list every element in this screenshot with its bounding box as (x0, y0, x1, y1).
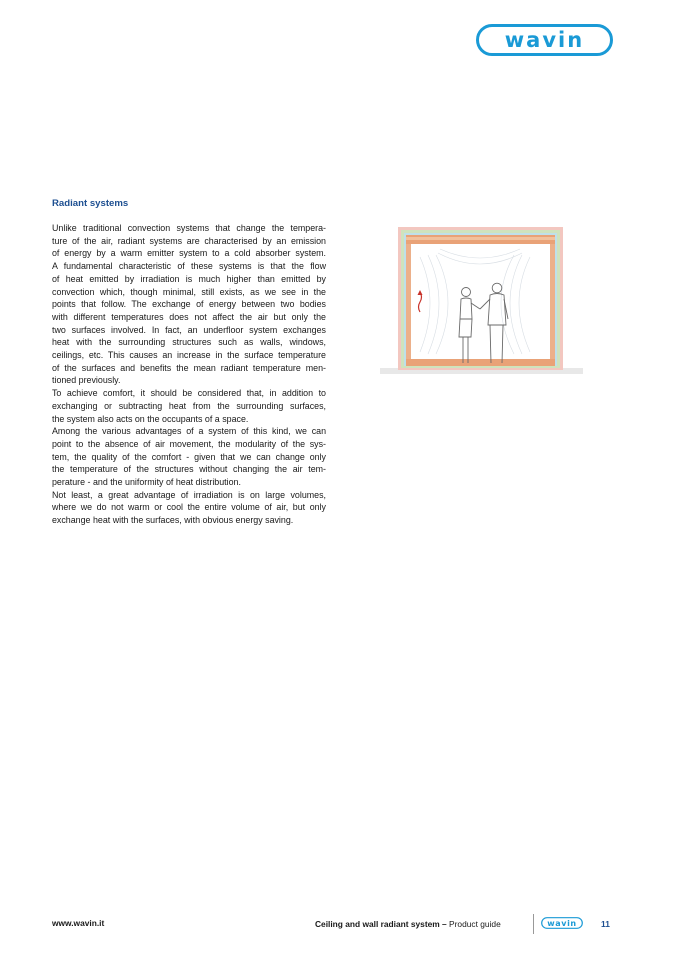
body-text-line: A fundamental characteristic of these systems is that the flow (52, 261, 326, 272)
left-wall-heat-panel (406, 244, 411, 364)
radiant-room-illustration (380, 227, 583, 374)
guide-title-rest: Product guide (446, 919, 501, 929)
floor-heat-band (406, 359, 555, 366)
body-text-line: To achieve comfort, it should be considered that, in addition to (52, 388, 326, 399)
body-text-line: convection which, though minimal, still exists, as we see in the (52, 286, 326, 297)
footer-guide-title (315, 919, 501, 929)
body-text (52, 222, 326, 527)
body-text-line: the temperature of the structures without changing the air tem- (52, 464, 326, 475)
logo-text: wavin (504, 28, 585, 52)
body-text-line: ture of the air, radiant systems are characterised by an emission (52, 235, 326, 246)
body-text-line: exchange heat with the surfaces, with obvious energy saving. (52, 515, 294, 526)
footer-divider (533, 914, 534, 934)
body-text-line: of heat emitted by irradiation is much higher than emitted by (52, 273, 326, 284)
section-title: Radiant systems (52, 198, 129, 209)
body-text-line: ceilings, etc. This causes an increase in the surface temperature (52, 350, 326, 361)
body-text-line: with different temperatures does not affect the air but only the (52, 311, 326, 322)
room-interior (411, 244, 550, 359)
body-text-line: of the surfaces and benefits the mean radiant temperature men- (52, 362, 326, 373)
footer-logo-text: wavin (547, 919, 577, 928)
body-text-line: point to the absence of air movement, the modularity of the sys- (52, 438, 326, 449)
wavin-logo (476, 24, 613, 56)
right-wall-heat-panel (550, 244, 555, 364)
body-text-line: perature - and the uniformity of heat distribution. (52, 477, 241, 488)
body-text-line: two surfaces involved. In fact, an underfloor system exchanges (52, 324, 326, 335)
footer-url[interactable]: www.wavin.it (52, 918, 105, 928)
body-text-line: heat with the surrounding structures such as walls, windows, (52, 337, 326, 348)
page-number: 11 (601, 919, 610, 929)
body-text-line: Unlike traditional convection systems that change the tempera- (52, 223, 326, 233)
page-footer (0, 914, 678, 934)
body-text-line: where we do not warm or cool the entire volume of air, but only (52, 502, 326, 513)
body-text-line: tioned previously. (52, 375, 121, 386)
body-text-line: Not least, a great advantage of irradiation is on large volumes, (52, 489, 326, 500)
guide-title-bold: Ceiling and wall radiant system – (315, 919, 447, 929)
wavin-footer-logo (541, 917, 583, 929)
body-text-line: points that follow. The exchange of energy between two bodies (52, 299, 326, 310)
body-text-line: of energy by a warm emitter system to a cold absorber system. (52, 248, 326, 259)
body-text-line: the system also acts on the occupants of a space. (52, 413, 249, 424)
body-text-line: Among the various advantages of a system of this kind, we can (52, 426, 326, 437)
body-text-line: exchanging or subtracting heat from the surrounding surfaces, (52, 400, 326, 411)
body-text-line: tem, the quality of the comfort - given that we can change only (52, 451, 326, 462)
